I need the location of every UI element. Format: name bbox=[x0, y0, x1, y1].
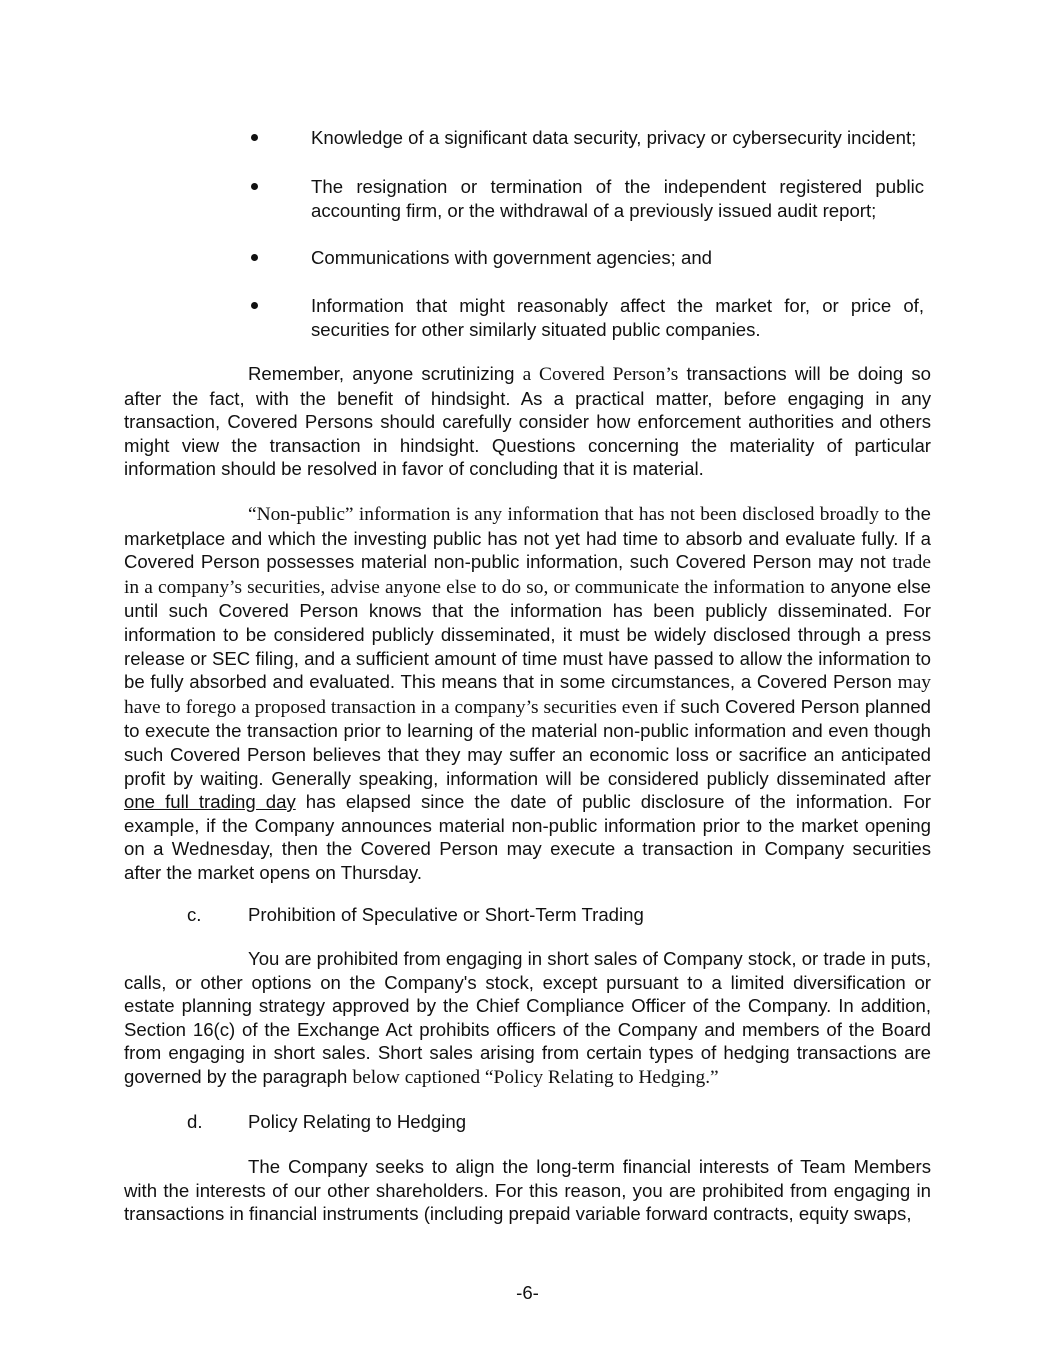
text-run: anyone else until such Covered Person knows that the information has been publicly disseminated. For information to be considered publicly disseminated, it must be widely disclosed through a press release or SEC filing, and a sufficient amount of time must have passed to allow the information to be fully absorbed and evaluated. This means that in some circumstances, a Covered Person bbox=[124, 575, 931, 693]
paragraph-section-c bbox=[124, 947, 931, 1090]
section-title: Policy Relating to Hedging bbox=[248, 1111, 467, 1132]
bullet-text: The resignation or termination of the independent registered public accounting firm, or the withdrawal of a previously issued audit report; bbox=[311, 176, 924, 221]
text-run: trade in a company’s securities, advise anyone else to do so, or communicate the information to bbox=[124, 552, 931, 598]
text-run: “Non-public” information is any information that has not been disclosed broadly to bbox=[248, 504, 900, 525]
section-letter: d. bbox=[187, 1111, 203, 1132]
text-run: You are prohibited from engaging in short sales of Company stock, or trade in puts, calls, or other options on the Company's stock, except pursuant to a limited diversification or estate planning strategy approved by the Chief Compliance Officer of the Company. In addition, Section 16(c) of the Exchange Act prohibits officers of the Company and members of the Board from engaging in short sales. Short sales arising from certain types of hedging transactions are governed by the paragraph bbox=[124, 948, 931, 1087]
text-run: below captioned “Policy Relating to Hedging.” bbox=[352, 1066, 719, 1088]
bullet-text: Communications with government agencies; and bbox=[311, 247, 713, 268]
text-run: a Covered Person’s bbox=[522, 364, 679, 385]
text-run: may have to forego a proposed transaction in a company’s securities even if bbox=[124, 672, 931, 718]
paragraph-non-public bbox=[124, 502, 931, 885]
text-run: Remember, anyone scrutinizing bbox=[248, 363, 523, 384]
bullet-text: Information that might reasonably affect the market for, or price of, securities for other similarly situated public companies. bbox=[311, 295, 924, 340]
underlined-text: one full trading day bbox=[124, 791, 296, 813]
section-letter: c. bbox=[187, 904, 202, 925]
text-run: transactions will be doing so after the fact, with the benefit of hindsight. As a practical matter, before engaging in any transaction, Covered Persons should carefully consider how enforcement authorities and others might view the transaction in hindsight. Questions concerning the materiality of particular information should be resolved in favor of concluding that it is material. bbox=[124, 363, 931, 480]
bullet-dot-icon bbox=[251, 183, 258, 190]
bullet-dot-icon bbox=[251, 254, 258, 261]
bullet-dot-icon bbox=[251, 134, 258, 141]
text-run: has elapsed since the date of public disclosure of the information. For example, if the Company announces material non-public information prior to the market opening on a Wednesday, then the Covered Person may execute a transaction in Company securities after the market opens on Thursday. bbox=[124, 791, 931, 883]
text-run: such Covered Person planned to execute the transaction prior to learning of the material non-public information and even though such Covered Person believes that they may suffer an economic loss or sacrifice an anticipated profit by waiting. Generally speaking, information will be considered publicly disseminated after bbox=[124, 695, 931, 789]
bullet-text: Knowledge of a significant data security, privacy or cybersecurity incident; bbox=[311, 127, 917, 148]
text-run: the marketplace and which the investing public has not yet had time to absorb and evaluate fully. If a Covered Person possesses material non-public information, such Covered Person may not bbox=[124, 503, 931, 573]
page-number: -6- bbox=[516, 1282, 539, 1303]
bullet-dot-icon bbox=[251, 302, 258, 309]
section-title: Prohibition of Speculative or Short-Term Trading bbox=[248, 904, 644, 925]
paragraph-remember bbox=[124, 362, 931, 481]
paragraph-section-d: The Company seeks to align the long-term financial interests of Team Members with the interests of our other shareholders. For this reason, you are prohibited from engaging in transactions in financial instruments (including prepaid variable forward contracts, equity swaps, bbox=[124, 1156, 931, 1225]
